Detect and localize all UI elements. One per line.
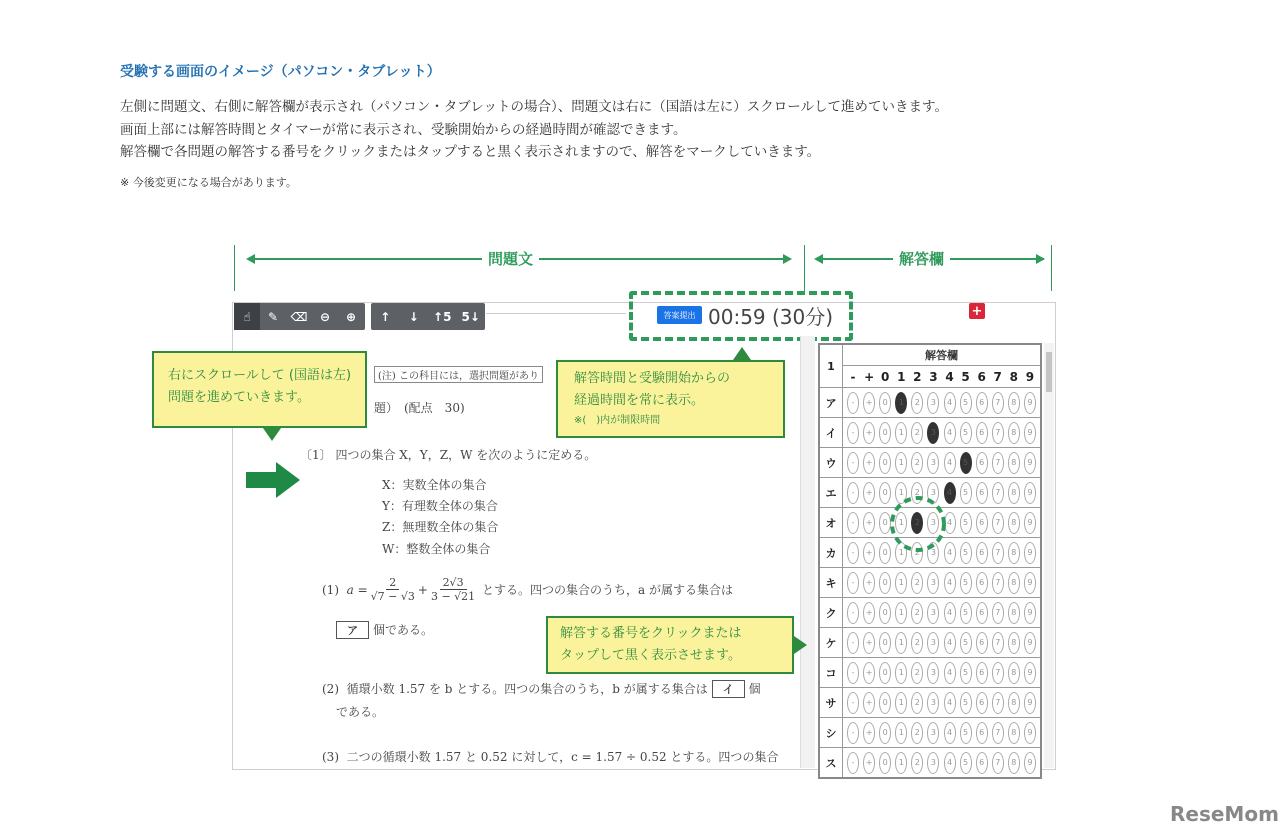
callout-pointer xyxy=(263,428,281,441)
numerator: 2 xyxy=(386,576,399,590)
answer-bubble[interactable]: 7 xyxy=(992,662,1004,684)
answer-bubble[interactable]: 0 xyxy=(879,662,891,684)
answer-bubble[interactable]: 0 xyxy=(879,452,891,474)
question-scrollbar[interactable] xyxy=(800,336,815,768)
answer-bubble[interactable]: - xyxy=(847,542,859,564)
answer-bubble[interactable]: 9 xyxy=(1024,572,1036,594)
q-text: 循環小数 1.57 を b とする。四つの集合のうち，b が属する集合は xyxy=(346,682,708,696)
bubble-group xyxy=(843,418,1040,447)
answer-row xyxy=(819,448,1041,478)
answer-bubble[interactable]: - xyxy=(847,692,859,714)
answer-bubble[interactable]: 8 xyxy=(1008,572,1020,594)
zoom-in-icon[interactable]: ⊕ xyxy=(345,309,357,324)
answer-bubble[interactable]: 5 xyxy=(960,722,972,744)
arrow-right-icon xyxy=(1036,254,1045,264)
section-label-question: 問題文 xyxy=(482,248,539,269)
fraction xyxy=(431,576,475,603)
answer-bubble[interactable]: 1 xyxy=(895,512,907,534)
lhs: a = xyxy=(346,582,368,597)
answer-bubble[interactable]: 3 xyxy=(927,542,939,564)
arrow-right-icon xyxy=(783,254,792,264)
answer-bubble[interactable]: + xyxy=(863,572,875,594)
answer-bubble[interactable]: 4 xyxy=(944,452,956,474)
question-3 xyxy=(322,748,778,765)
answer-bubble[interactable]: 1 xyxy=(895,752,907,774)
answer-bubble[interactable]: 2 xyxy=(911,662,923,684)
answer-bubble[interactable]: 0 xyxy=(879,422,891,444)
denominator: 3 − √21 xyxy=(430,590,476,603)
answer-bubble[interactable]: 5 xyxy=(960,692,972,714)
callout-pointer xyxy=(733,347,751,360)
answer-bubble[interactable]: 3 xyxy=(927,392,939,414)
answer-bubble[interactable]: 5 xyxy=(960,482,972,504)
row-label: ウ xyxy=(819,448,843,478)
option-label: - xyxy=(850,369,856,384)
answer-row xyxy=(819,658,1041,688)
answer-bubble[interactable]: - xyxy=(847,512,859,534)
answer-bubble[interactable]: 6 xyxy=(976,542,988,564)
bubble-group xyxy=(843,448,1040,477)
row-label: ケ xyxy=(819,628,843,658)
answer-bubble[interactable]: 3 xyxy=(927,602,939,624)
part-header: 題） (配点 30) xyxy=(374,401,465,415)
answer-bubble[interactable]: 0 xyxy=(879,512,891,534)
option-label: 6 xyxy=(977,369,986,384)
answer-bubble[interactable]: 4 xyxy=(944,542,956,564)
answer-bubble[interactable]: 2 xyxy=(911,392,923,414)
description-line: 画面上部には解答時間とタイマーが常に表示され、受験開始からの経過時間が確認できます。 xyxy=(120,122,687,138)
answer-bubble[interactable]: 3 xyxy=(927,452,939,474)
set-definition: W：整数全体の集合 xyxy=(382,542,491,556)
option-label: 5 xyxy=(961,369,970,384)
answer-bubble[interactable]: 6 xyxy=(976,602,988,624)
time-limit: (30分) xyxy=(772,305,834,329)
answer-bubble[interactable]: 6 xyxy=(976,422,988,444)
option-label: 9 xyxy=(1025,369,1035,384)
callout-text: 経過時間を常に表示。 xyxy=(574,393,705,408)
answer-bubble[interactable]: 2 xyxy=(911,572,923,594)
answer-bubble[interactable]: 0 xyxy=(879,542,891,564)
answer-bubble[interactable]: 0 xyxy=(879,692,891,714)
answer-bubble[interactable]: + xyxy=(863,602,875,624)
answer-bubble[interactable]: - xyxy=(847,392,859,414)
answer-bubble[interactable]: 5 xyxy=(960,392,972,414)
answer-bubble[interactable]: 3 xyxy=(927,512,939,534)
answer-row xyxy=(819,388,1041,418)
divider xyxy=(1051,245,1052,291)
row-label: オ xyxy=(819,508,843,538)
answer-bubble[interactable]: 4 xyxy=(944,572,956,594)
answer-bubble[interactable]: 6 xyxy=(976,512,988,534)
page-heading: 受験する画面のイメージ（パソコン・タブレット） xyxy=(120,64,441,80)
row-label: エ xyxy=(819,478,843,508)
answer-bubble[interactable]: 9 xyxy=(1024,392,1036,414)
bubble-group xyxy=(843,388,1040,417)
q-text: 二つの循環小数 1.57 と 0.52 に対して，c = 1.57 ÷ 0.52 とする。四つの集合 xyxy=(346,750,779,764)
option-label: 1 xyxy=(897,369,906,384)
answer-bubble[interactable]: 2 xyxy=(911,632,923,654)
answer-bubble[interactable]: - xyxy=(847,602,859,624)
callout-text: 解答時間と受験開始からの xyxy=(574,371,731,386)
answer-bubble[interactable]: 2 xyxy=(911,722,923,744)
answer-bubble[interactable]: 3 xyxy=(927,752,939,774)
option-label: 0 xyxy=(881,369,890,384)
answer-bubble[interactable]: 3 xyxy=(927,722,939,744)
answer-bubble[interactable]: 1 xyxy=(895,692,907,714)
pencil-icon[interactable]: ✎ xyxy=(267,309,279,324)
answer-bubble[interactable]: - xyxy=(847,752,859,774)
callout-text: 右にスクロールして (国語は左) xyxy=(168,368,352,383)
description-line: 左側に問題文、右側に解答欄が表示され（パソコン・タブレットの場合）、問題文は右に（国語は左に）スクロールして進めていきます。 xyxy=(120,99,948,115)
resemom-logo: ReseMom xyxy=(1170,802,1279,826)
arrow-left-icon xyxy=(814,254,823,264)
answer-bubble[interactable]: + xyxy=(863,422,875,444)
callout-scroll xyxy=(152,351,367,428)
answer-bubble[interactable]: 4 xyxy=(944,602,956,624)
answer-bubble[interactable]: 5 xyxy=(960,512,972,534)
answer-bubble[interactable]: 3 xyxy=(927,662,939,684)
answer-bubble[interactable]: 6 xyxy=(976,392,988,414)
answer-bubble[interactable]: 1 xyxy=(895,722,907,744)
answer-bubble[interactable]: - xyxy=(847,572,859,594)
arrow-left-icon xyxy=(246,254,255,264)
callout-pointer xyxy=(794,636,807,654)
callout-text: 問題を進めていきます。 xyxy=(168,390,310,405)
answer-bubble[interactable]: 5 xyxy=(960,752,972,774)
divider xyxy=(234,245,235,291)
answer-bubble[interactable]: 2 xyxy=(911,452,923,474)
answer-bubble[interactable]: 7 xyxy=(992,542,1004,564)
answer-row xyxy=(819,418,1041,448)
answer-bubble[interactable]: 8 xyxy=(1008,752,1020,774)
answer-bubble[interactable]: 2 xyxy=(911,422,923,444)
q-text: である。 xyxy=(336,705,385,719)
answer-bubble[interactable]: 0 xyxy=(879,572,891,594)
answer-bubble[interactable]: 9 xyxy=(1024,632,1036,654)
answer-bubble[interactable]: 5 xyxy=(960,452,972,474)
answer-bubble[interactable]: 1 xyxy=(895,422,907,444)
option-label: + xyxy=(864,369,875,384)
answer-bubble[interactable]: 4 xyxy=(944,662,956,684)
answer-bubble[interactable]: + xyxy=(863,512,875,534)
answer-bubble[interactable]: 7 xyxy=(992,452,1004,474)
answer-row xyxy=(819,568,1041,598)
answer-bubble[interactable]: 8 xyxy=(1008,512,1020,534)
answer-bubble[interactable]: 7 xyxy=(992,392,1004,414)
answer-bubble[interactable]: 5 xyxy=(960,422,972,444)
scrollbar-thumb[interactable] xyxy=(1046,352,1052,392)
forward-5-pages-button[interactable]: 5↓ xyxy=(461,309,480,324)
answer-bubble[interactable]: + xyxy=(863,662,875,684)
answer-bubble[interactable]: 2 xyxy=(911,512,923,534)
answer-bubble[interactable]: 9 xyxy=(1024,422,1036,444)
answer-row xyxy=(819,718,1041,748)
answer-bubble[interactable]: 7 xyxy=(992,692,1004,714)
timer-highlight xyxy=(629,291,853,341)
answer-bubble[interactable]: 8 xyxy=(1008,692,1020,714)
answer-bubble[interactable]: 1 xyxy=(895,572,907,594)
option-label: 7 xyxy=(993,369,1002,384)
q-text: とする。四つの集合のうち，a が属する集合は xyxy=(482,583,733,597)
answer-bubble[interactable]: - xyxy=(847,422,859,444)
q-text: 個である。 xyxy=(373,623,434,637)
description-line: 解答欄で各問題の解答する番号をクリックまたはタップすると黒く表示されますので、解答をマークしていきます。 xyxy=(120,144,821,160)
prev-page-button[interactable]: ↑ xyxy=(380,309,391,324)
elapsed-time: 00:59 xyxy=(708,305,766,329)
navigation-group xyxy=(371,303,485,330)
row-label: ス xyxy=(819,748,843,779)
answer-bubble[interactable]: 9 xyxy=(1024,602,1036,624)
callout-note: ※( )内が制限時間 xyxy=(574,415,661,426)
option-label: 3 xyxy=(929,369,938,384)
divider xyxy=(804,245,805,291)
answer-bubble[interactable]: 8 xyxy=(1008,632,1020,654)
answer-bubble[interactable]: 1 xyxy=(895,392,907,414)
answer-bubble[interactable]: 3 xyxy=(927,572,939,594)
answer-bubble[interactable]: 6 xyxy=(976,632,988,654)
answer-bubble[interactable]: + xyxy=(863,452,875,474)
q-number: (3) xyxy=(322,750,339,764)
answer-bubble[interactable]: + xyxy=(863,722,875,744)
set-definition: X：実数全体の集合 xyxy=(382,478,487,492)
answer-scrollbar[interactable] xyxy=(1044,343,1054,768)
answer-bubble[interactable]: 5 xyxy=(960,602,972,624)
answer-bubble[interactable]: 8 xyxy=(1008,452,1020,474)
answer-bubble[interactable]: 9 xyxy=(1024,722,1036,744)
section-label-answer: 解答欄 xyxy=(893,248,950,269)
answer-bubble[interactable]: 3 xyxy=(927,422,939,444)
q-number: (1) xyxy=(322,582,339,597)
q-number: (2) xyxy=(322,682,339,696)
answer-bubble[interactable]: 1 xyxy=(895,482,907,504)
submit-answers-button[interactable]: 答案提出 xyxy=(657,306,702,324)
arrow-right-icon xyxy=(246,462,302,498)
zoom-out-icon[interactable]: ⊖ xyxy=(319,309,331,324)
question-1 xyxy=(322,576,733,603)
answer-bubble[interactable]: 9 xyxy=(1024,452,1036,474)
denominator: √7 − √3 xyxy=(370,590,415,603)
answer-bubble[interactable]: 5 xyxy=(960,632,972,654)
answer-bubble[interactable]: 3 xyxy=(927,482,939,504)
add-button[interactable]: + xyxy=(969,303,985,319)
notice-text: (注) この科目には，選択問題があり xyxy=(378,371,539,382)
answer-bubble[interactable]: - xyxy=(847,632,859,654)
answer-bubble[interactable]: 7 xyxy=(992,572,1004,594)
bubble-group xyxy=(843,718,1040,747)
row-label: ア xyxy=(819,388,843,418)
operator: + xyxy=(417,582,428,597)
answer-bubble[interactable]: 4 xyxy=(944,752,956,774)
answer-bubble[interactable]: 8 xyxy=(1008,542,1020,564)
bubble-group xyxy=(843,568,1040,597)
answer-bubble[interactable]: 9 xyxy=(1024,482,1036,504)
answer-blank: ア xyxy=(336,621,369,639)
answer-bubble[interactable]: - xyxy=(847,662,859,684)
answer-bubble[interactable]: 7 xyxy=(992,482,1004,504)
option-header xyxy=(843,366,1040,387)
answer-row xyxy=(819,748,1041,779)
answer-bubble[interactable]: 6 xyxy=(976,482,988,504)
answer-bubble[interactable]: 9 xyxy=(1024,752,1036,774)
row-label: コ xyxy=(819,658,843,688)
answer-bubble[interactable]: 3 xyxy=(927,692,939,714)
row-label: シ xyxy=(819,718,843,748)
answer-bubble[interactable]: - xyxy=(847,452,859,474)
answer-bubble[interactable]: 4 xyxy=(944,422,956,444)
answer-bubble[interactable]: 9 xyxy=(1024,692,1036,714)
answer-row xyxy=(819,688,1041,718)
bubble-group xyxy=(843,748,1040,777)
answer-bubble[interactable]: 0 xyxy=(879,632,891,654)
row-label: サ xyxy=(819,688,843,718)
answer-bubble[interactable]: 5 xyxy=(960,662,972,684)
answer-bubble[interactable]: 7 xyxy=(992,512,1004,534)
answer-bubble[interactable]: 2 xyxy=(911,692,923,714)
answer-blank: イ xyxy=(712,680,745,698)
answer-bubble[interactable]: 8 xyxy=(1008,602,1020,624)
answer-bubble[interactable]: - xyxy=(847,482,859,504)
eraser-icon[interactable]: ⌫ xyxy=(290,309,308,324)
highlight-circle xyxy=(888,494,948,554)
answer-bubble[interactable]: + xyxy=(863,392,875,414)
answer-bubble[interactable]: 4 xyxy=(944,482,956,504)
answer-bubble[interactable]: 4 xyxy=(944,722,956,744)
answer-bubble[interactable]: 6 xyxy=(976,692,988,714)
answer-bubble[interactable]: 5 xyxy=(960,542,972,564)
answer-bubble[interactable]: 8 xyxy=(1008,392,1020,414)
answer-bubble[interactable]: 4 xyxy=(944,392,956,414)
answer-bubble[interactable]: 8 xyxy=(1008,422,1020,444)
option-label: 8 xyxy=(1009,369,1018,384)
q-text: 個 xyxy=(748,682,761,696)
next-page-button[interactable]: ↓ xyxy=(408,309,419,324)
answer-bubble[interactable]: 5 xyxy=(960,572,972,594)
answer-bubble[interactable]: 9 xyxy=(1024,662,1036,684)
answer-bubble[interactable]: 1 xyxy=(895,452,907,474)
option-label: 4 xyxy=(945,369,954,384)
pointer-icon[interactable]: ☝ xyxy=(234,303,260,330)
answer-bubble[interactable]: 9 xyxy=(1024,542,1036,564)
divider xyxy=(486,313,626,314)
answer-bubble[interactable]: 1 xyxy=(895,602,907,624)
note: ※ 今後変更になる場合があります。 xyxy=(120,176,297,189)
answer-bubble[interactable]: 8 xyxy=(1008,662,1020,684)
answer-bubble[interactable]: + xyxy=(863,542,875,564)
fraction xyxy=(371,576,415,603)
bubble-group xyxy=(843,688,1040,717)
answer-bubble[interactable]: 6 xyxy=(976,572,988,594)
answer-row xyxy=(819,598,1041,628)
answer-bubble[interactable]: 7 xyxy=(992,632,1004,654)
answer-sheet-title: 解答欄 xyxy=(843,344,1042,366)
answer-bubble[interactable]: 1 xyxy=(895,662,907,684)
answer-bubble[interactable]: + xyxy=(863,692,875,714)
answer-bubble[interactable]: 1 xyxy=(895,542,907,564)
answer-bubble[interactable]: 2 xyxy=(911,602,923,624)
answer-bubble[interactable]: - xyxy=(847,722,859,744)
answer-bubble[interactable]: 4 xyxy=(944,512,956,534)
answer-bubble[interactable]: 0 xyxy=(879,482,891,504)
answer-bubble[interactable]: 0 xyxy=(879,392,891,414)
question-2 xyxy=(322,680,761,698)
notice xyxy=(374,366,543,383)
answer-bubble[interactable]: 4 xyxy=(944,692,956,714)
callout-mark xyxy=(546,616,794,674)
bubble-group xyxy=(843,628,1040,657)
answer-bubble[interactable]: 9 xyxy=(1024,512,1036,534)
answer-bubble[interactable]: 8 xyxy=(1008,482,1020,504)
answer-bubble[interactable]: 7 xyxy=(992,602,1004,624)
question-number: 1 xyxy=(819,344,843,388)
bubble-group xyxy=(843,598,1040,627)
answer-bubble[interactable]: + xyxy=(863,482,875,504)
back-5-pages-button[interactable]: ↑5 xyxy=(433,309,452,324)
answer-bubble[interactable]: 0 xyxy=(879,722,891,744)
callout-text: タップして黒く表示させます。 xyxy=(560,648,741,663)
answer-bubble[interactable]: 7 xyxy=(992,752,1004,774)
answer-bubble[interactable]: 2 xyxy=(911,542,923,564)
row-label: イ xyxy=(819,418,843,448)
question-intro: 〔1〕 四つの集合 X，Y，Z，W を次のように定める。 xyxy=(300,448,597,462)
tool-group xyxy=(234,303,365,330)
answer-sheet xyxy=(818,343,1042,779)
answer-bubble[interactable]: 3 xyxy=(927,632,939,654)
answer-line xyxy=(336,621,433,639)
answer-bubble[interactable]: 0 xyxy=(879,752,891,774)
set-definition: Y：有理数全体の集合 xyxy=(382,499,498,513)
answer-bubble[interactable]: + xyxy=(863,752,875,774)
numerator: 2√3 xyxy=(440,576,467,590)
answer-bubble[interactable]: 6 xyxy=(976,752,988,774)
answer-bubble[interactable]: 0 xyxy=(879,602,891,624)
callout-timer xyxy=(556,360,785,438)
callout-text: 解答する番号をクリックまたは xyxy=(560,626,742,641)
answer-bubble[interactable]: 7 xyxy=(992,422,1004,444)
answer-bubble[interactable]: 6 xyxy=(976,452,988,474)
answer-bubble[interactable]: 2 xyxy=(911,752,923,774)
row-label: ク xyxy=(819,598,843,628)
row-label: キ xyxy=(819,568,843,598)
answer-row xyxy=(819,628,1041,658)
answer-bubble[interactable]: 8 xyxy=(1008,722,1020,744)
row-label: カ xyxy=(819,538,843,568)
answer-bubble[interactable]: + xyxy=(863,632,875,654)
set-definition: Z：無理数全体の集合 xyxy=(382,520,499,534)
answer-bubble[interactable]: 1 xyxy=(895,632,907,654)
bubble-group xyxy=(843,658,1040,687)
answer-bubble[interactable]: 6 xyxy=(976,662,988,684)
answer-bubble[interactable]: 4 xyxy=(944,632,956,654)
answer-bubble[interactable]: 7 xyxy=(992,722,1004,744)
option-label: 2 xyxy=(913,369,922,384)
answer-bubble[interactable]: 6 xyxy=(976,722,988,744)
answer-bubble[interactable]: 2 xyxy=(911,482,923,504)
